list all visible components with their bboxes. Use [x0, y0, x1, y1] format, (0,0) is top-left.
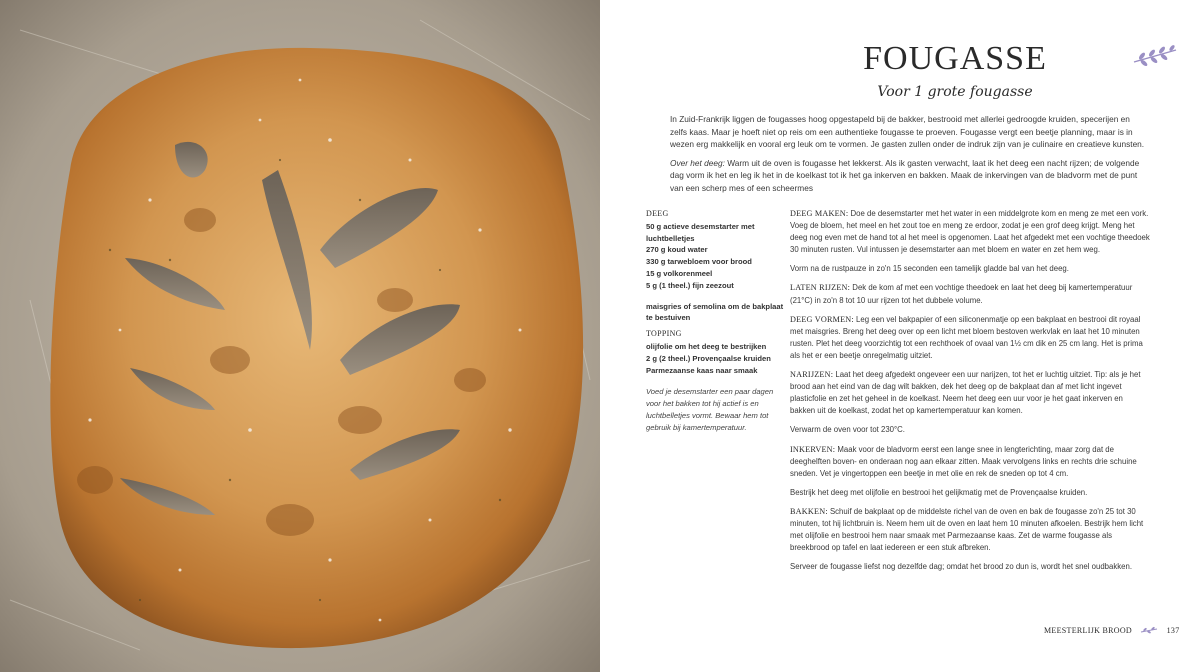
ingredients-heading-topping: TOPPING: [646, 329, 682, 339]
ingredients-heading-deeg: DEEG: [646, 209, 669, 218]
method-step: [790, 282, 1150, 306]
recipe-title: FOUGASSE: [863, 40, 1047, 77]
step-text: Laat het deeg afgedekt ongeveer een uur narijzen, tot het er luchtig uitziet. Tip: als je het brood aan het eind van de dag wilt bakken, dek het deeg op de bakplaat dan af met licht ingevet plasticfolie en zet het geheel in de koelkast. Neem het deeg een uur voor je het gaat inkerven en bakken uit de koelkast, zodat het op kamertemperatuur kan komen.: [790, 370, 1141, 416]
recipe-page: [600, 0, 1200, 672]
step-heading: NARIJZEN:: [790, 370, 834, 380]
lavender-sprig-icon: [1132, 44, 1178, 71]
step-text: Dek de kom af met een vochtige theedoek en laat het deeg bij kamertemperatuur (21°C) in zo'n 8 tot 10 uur rijzen tot het dubbele volume.: [790, 283, 1133, 305]
method-column: [790, 208, 1150, 580]
ingredient-line: 330 g tarwebloem voor brood: [646, 257, 752, 267]
step-heading: BAKKEN:: [790, 506, 828, 516]
ingredients-note: Voed je desemstarter een paar dagen voor het bakken tot hij actief is en luchtbelletjes vormt. Bewaar hem tot gebruik bij kamertemperatuur.: [646, 387, 774, 432]
step-text: Verwarm de oven voor tot 230°C.: [790, 425, 905, 435]
ingredient-line: olijfolie om het deeg te bestrijken: [646, 341, 767, 351]
method-step: [790, 506, 1150, 554]
page-number: 137: [1166, 626, 1180, 635]
method-step: [790, 369, 1150, 417]
step-heading: DEEG MAKEN:: [790, 209, 849, 218]
method-step: [790, 208, 1150, 256]
method-step: [790, 314, 1150, 362]
intro-note-lead: Over het deeg:: [670, 157, 725, 168]
step-text: Schuif de bakplaat op de middelste richel van de oven en bak de fougasse zo'n 25 tot 30 minuten, tot hij lichtbruin is. Neem hem uit de oven en laat hem 10 minuten afkoelen. Bestrijk hem licht met olijfolie en bestrooi hem naar smaak met Parmezaanse kaas. Zet de warme fougasse als breekbrood op tafel en laat iedereen er een stuk afbreken.: [790, 506, 1144, 553]
step-text: Vorm na de rustpauze in zo'n 15 seconden een tamelijk gladde bal van het deeg.: [790, 264, 1069, 274]
page-footer: [1044, 626, 1194, 636]
ingredient-line: Parmezaanse kaas naar smaak: [646, 365, 758, 375]
recipe-subtitle: Voor 1 grote fougasse: [877, 84, 1033, 100]
method-step: [790, 424, 1150, 436]
book-title: MEESTERLIJK BROOD: [1044, 626, 1132, 635]
step-heading: INKERVEN:: [790, 444, 836, 454]
intro-paragraph: In Zuid-Frankrijk liggen de fougasses hoog opgestapeld bij de bakker, bestrooid met allerlei gedroogde kruiden, specerijen en zelfs kaas. Maar je hoeft niet op reis om een authentieke fougasse te proeven. Fougasse vergt een beetje planning, maar is in wezen erg makkelijk en vooral erg leuk om te vormen. Je gasten zullen onder de indruk zijn van je culinaire en creatieve kunsten.: [670, 114, 1145, 150]
method-step: [790, 561, 1150, 573]
intro-note: [670, 157, 1146, 195]
step-text: Leg een vel bakpapier of een siliconenmatje op een bakplaat en bestrooi dit royaal met maisgries. Breng het deeg over op een licht met bloem bestoven werkvlak en laat het 10 minuten rusten. Plet het deeg voorzichtig tot een rechthoek of ovaal van 1½ cm dik en 25 cm lang. Het is prima als het er een beetje onregelmatig uitziet.: [790, 314, 1143, 360]
ingredient-line: 2 g (2 theel.) Provençaalse kruiden: [646, 353, 771, 363]
recipe-intro: [670, 113, 1146, 201]
ingredients-column: [646, 208, 786, 434]
step-text: Doe de desemstarter met het water in een middelgrote kom en meng ze met een vork. Voeg de bloem, het meel en het zout toe en meng ze erdoor, zodat je een grof deeg krijgt. Meng het deeg nog even met de hand tot al het meel is opgenomen. Laat het afgedekt met een vochtige theedoek 30 minuten rusten. Vul intussen je desemstarter aan met bloem en water en zet hem weg.: [790, 209, 1150, 255]
method-step: [790, 444, 1150, 480]
ingredient-line: 50 g actieve desemstarter met luchtbelletjes: [646, 221, 755, 243]
ingredient-line: maisgries of semolina om de bakplaat te bestuiven: [646, 301, 784, 323]
bread-loaf: [50, 48, 583, 648]
method-step: [790, 263, 1150, 275]
ingredient-line: 15 g volkorenmeel: [646, 268, 713, 278]
step-text: Bestrijk het deeg met olijfolie en bestrooi het gelijkmatig met de Provençaalse kruiden.: [790, 487, 1088, 497]
step-text: Maak voor de bladvorm eerst een lange snee in lengterichting, maar zorg dat de deeghelften boven- en onderaan nog aan elkaar zitten. Maak vervolgens links en rechts drie schuine sneden. Vet je vingertoppen een beetje in met olie en rek de sneden op tot 4 cm.: [790, 444, 1137, 478]
ingredient-line: 270 g koud water: [646, 245, 708, 255]
step-heading: LATEN RIJZEN:: [790, 283, 851, 293]
step-text: Serveer de fougasse liefst nog dezelfde dag; omdat het brood zo dun is, wordt het snel oudbakken.: [790, 562, 1132, 572]
ingredient-line: 5 g (1 theel.) fijn zeezout: [646, 280, 734, 290]
intro-note-text: Warm uit de oven is fougasse het lekkerst. Als ik gasten verwacht, laat ik het deeg een nacht rijzen; de volgende dag vorm ik het en leg ik het in de koelkast tot ik het ga inkerven en bakken. Maak de inkervingen van de bladvorm met de punt van een scherp mes of een scheermes: [670, 157, 1140, 193]
step-heading: DEEG VORMEN:: [790, 314, 854, 324]
lavender-sprig-icon: [1140, 626, 1158, 636]
method-step: [790, 487, 1150, 499]
